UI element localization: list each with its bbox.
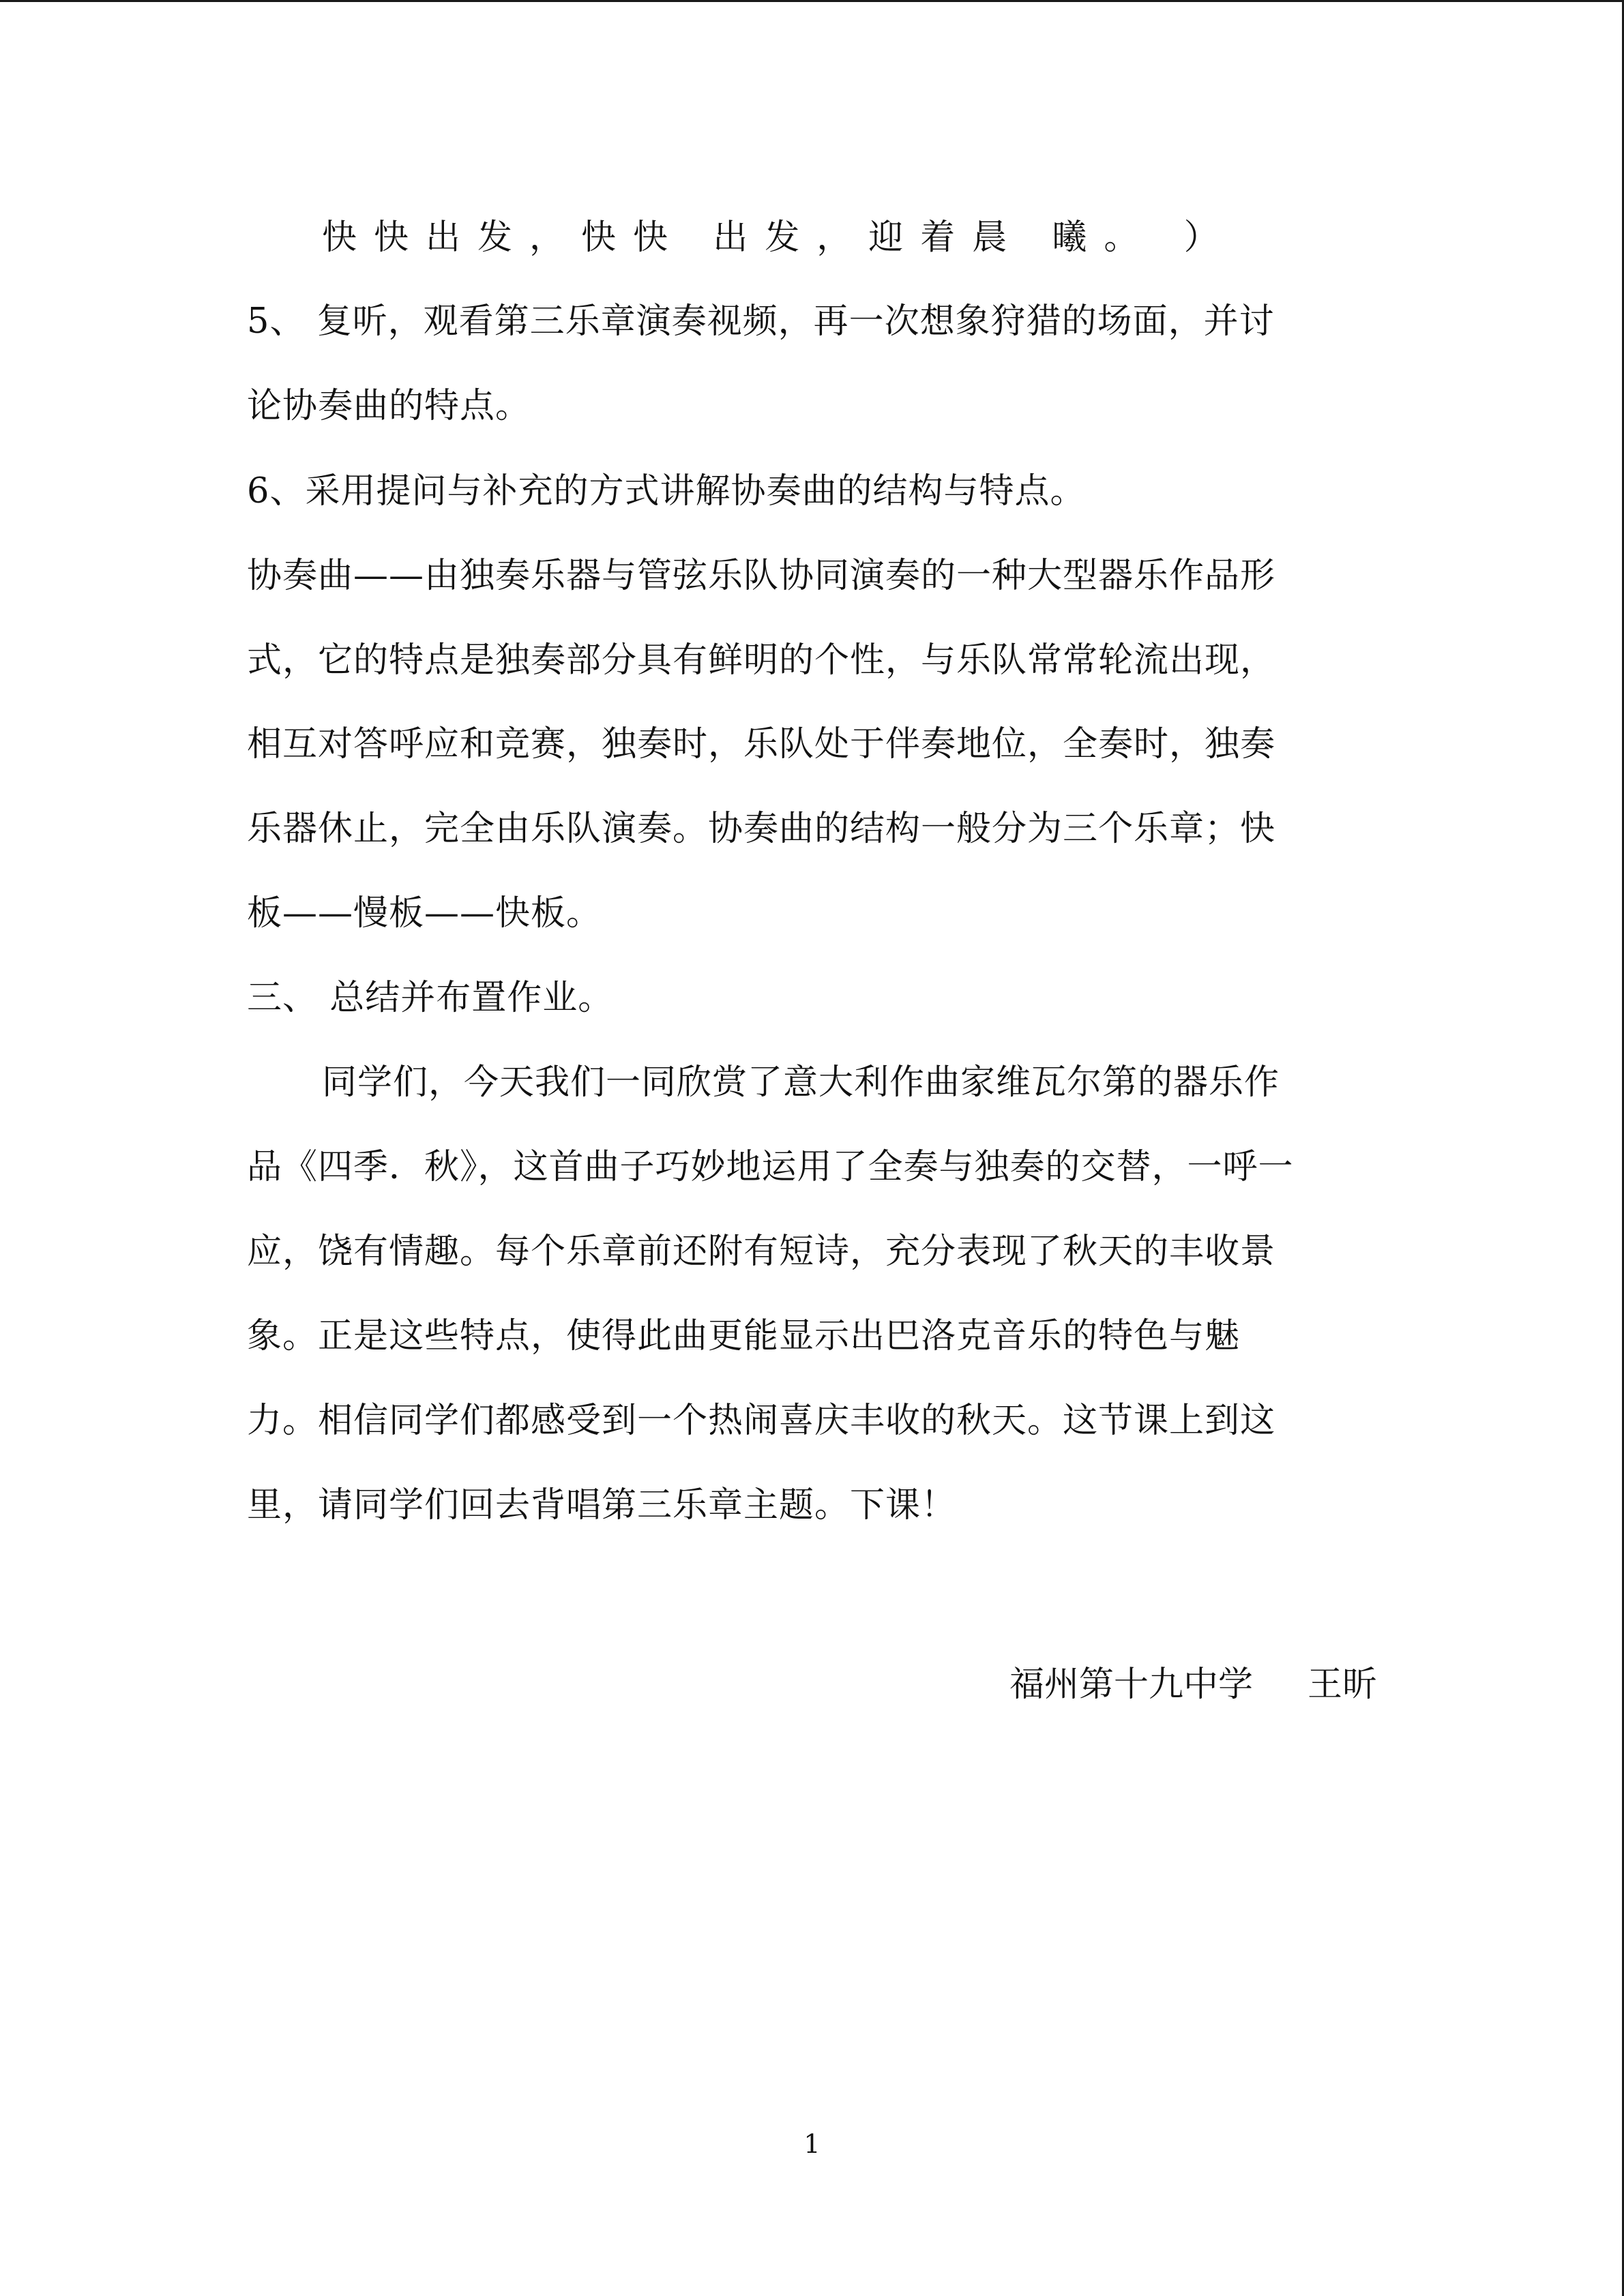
signature-name: 王昕 <box>1307 1665 1377 1705</box>
step-5-line-1: 5、 复听，观看第三乐章演奏视频，再一次想象狩猎的场面，并讨 <box>247 301 1275 342</box>
summary-line-6: 里，请同学们回去背唱第三乐章主题。下课！ <box>247 1485 957 1525</box>
summary-line-4: 象。正是这些特点，使得此曲更能显示出巴洛克音乐的特色与魅 <box>247 1316 1241 1356</box>
lyric-line: 快快出发，快快 出发，迎着晨 曦。 ） <box>322 218 1236 258</box>
section-3-heading: 三、 总结并布置作业。 <box>247 978 614 1018</box>
concerto-definition-line-3: 相互对答呼应和竞赛，独奏时，乐队处于伴奏地位，全奏时，独奏 <box>247 724 1276 764</box>
summary-line-2: 品《四季．秋》，这首曲子巧妙地运用了全奏与独奏的交替，一呼一 <box>247 1147 1294 1187</box>
signature-school: 福州第十九中学 <box>1009 1665 1253 1705</box>
page-number: 1 <box>803 2129 821 2159</box>
page-border-top <box>0 0 1624 2</box>
summary-line-5: 力。相信同学们都感受到一个热闹喜庆丰收的秋天。这节课上到这 <box>247 1401 1276 1441</box>
signature <box>1009 1664 1377 1706</box>
concerto-definition-line-2: 式，它的特点是独奏部分具有鲜明的个性，与乐队常常轮流出现， <box>247 640 1276 681</box>
step-5-line-2: 论协奏曲的特点。 <box>247 386 531 426</box>
summary-line-1: 同学们，今天我们一同欣赏了意大利作曲家维瓦尔第的器乐作 <box>322 1062 1280 1103</box>
concerto-definition-line-4: 乐器休止，完全由乐队演奏。协奏曲的结构一般分为三个乐章；快 <box>247 809 1276 849</box>
concerto-definition-line-5: 板——慢板——快板。 <box>247 893 602 934</box>
concerto-definition-line-1: 协奏曲——由独奏乐器与管弦乐队协同演奏的一种大型器乐作品形 <box>247 556 1276 596</box>
summary-line-3: 应，饶有情趣。每个乐章前还附有短诗，充分表现了秋天的丰收景 <box>247 1232 1276 1272</box>
step-6-heading: 6、采用提问与补充的方式讲解协奏曲的结构与特点。 <box>247 471 1086 511</box>
